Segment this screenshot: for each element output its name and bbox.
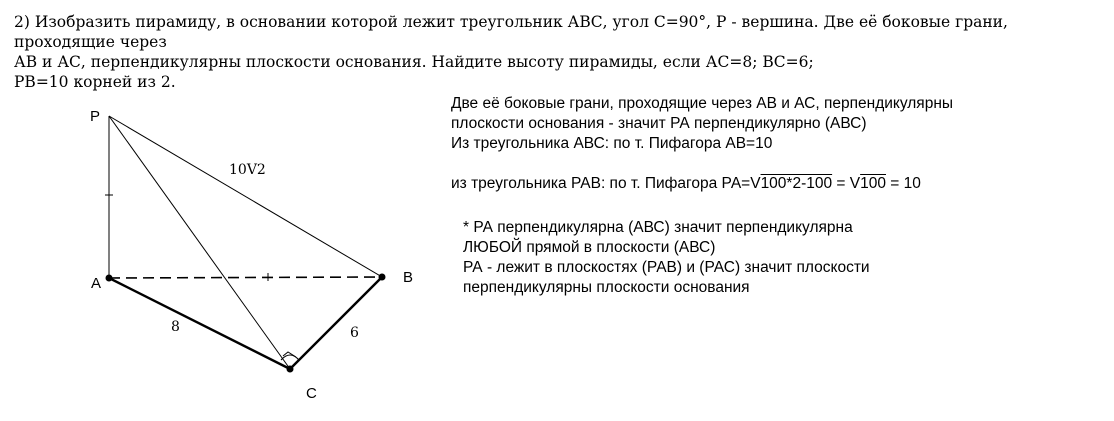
label-a: A	[91, 275, 102, 292]
note-text	[463, 218, 1103, 298]
solution-line-4	[451, 174, 1101, 194]
label-ac-length: 8	[171, 319, 180, 335]
label-bc-length: 6	[350, 325, 359, 341]
note-line-4: перпендикулярны плоскости основания	[463, 279, 750, 296]
solution-line-4-prefix: из треугольника РАВ: по т. Пифагора РА=V	[451, 175, 761, 192]
spacer	[451, 154, 1101, 174]
note-line-2: ЛЮБОЙ прямой в плоскости (АВС)	[463, 239, 716, 256]
problem-line-3: РВ=10 корней из 2.	[14, 73, 176, 91]
edge-bc	[290, 277, 382, 369]
solution-line-2: плоскости основания - значит РА перпендикулярно (АВС)	[451, 115, 867, 132]
vertex-c	[287, 366, 294, 373]
edge-pb	[109, 116, 382, 277]
edge-pc	[109, 116, 290, 369]
radicand-2: 100	[860, 175, 886, 192]
edge-ac	[109, 278, 290, 369]
solution-line-3: Из треугольника АВС: по т. Пифагора АВ=10	[451, 135, 773, 152]
solution-line-4-mid: = V	[832, 175, 861, 192]
label-pb-length: 10V2	[229, 162, 266, 178]
label-b: B	[403, 269, 414, 286]
label-p: P	[90, 108, 101, 125]
note-line-3: РА - лежит в плоскостях (РАВ) и (РАС) значит плоскости	[463, 259, 870, 276]
solution-text	[451, 94, 1101, 194]
solution-line-4-suffix: = 10	[886, 175, 921, 192]
note-line-1: * РА перпендикулярна (АВС) значит перпендикулярна	[463, 219, 853, 236]
label-c: C	[306, 385, 317, 402]
edge-ab-hidden	[109, 277, 382, 278]
vertex-b	[379, 274, 386, 281]
problem-line-2: АВ и АС, перпендикулярны плоскости основания. Найдите высоту пирамиды, если АС=8; ВС=6;	[14, 53, 814, 71]
radicand-1: 100*2-100	[760, 175, 833, 192]
problem-line-1: 2) Изобразить пирамиду, в основании которой лежит треугольник АВС, угол С=90°, Р - вершина. Две её боковые грани, проходящие через	[14, 13, 1008, 51]
solution-line-1: Две её боковые грани, проходящие через АВ и АС, перпендикулярны	[451, 95, 954, 112]
vertex-a	[106, 275, 113, 282]
